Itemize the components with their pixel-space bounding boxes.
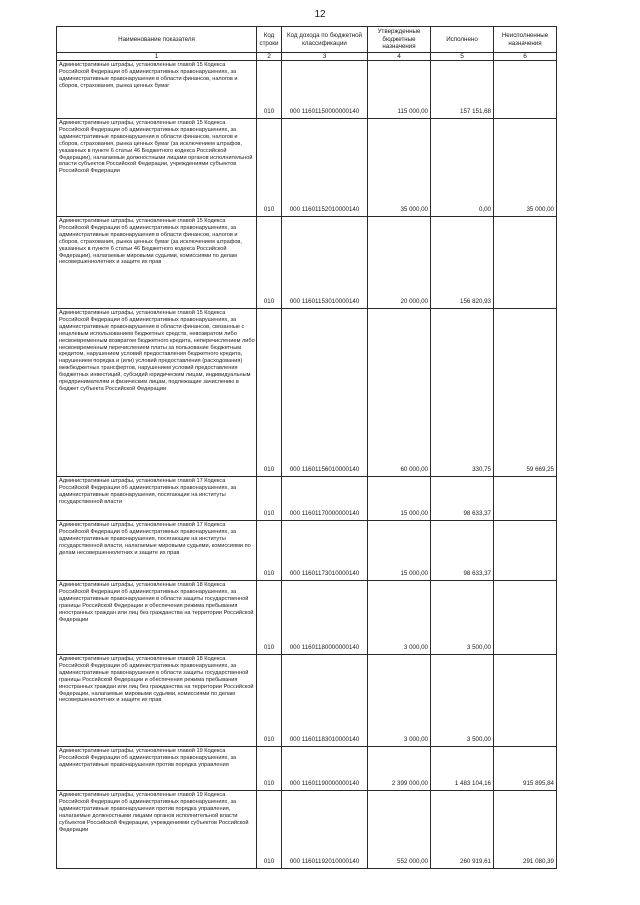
unexecuted-amount: 915 895,84 <box>494 747 557 791</box>
table-row <box>57 581 557 655</box>
executed-amount: 330,75 <box>431 309 494 477</box>
column-number: 3 <box>282 53 368 61</box>
table-row <box>57 309 557 477</box>
indicator-name: Административные штрафы, установленные главой 19 Кодекса Российской Федерации об административных правонарушениях, за административные правонарушения против порядка управления <box>57 747 257 791</box>
table-row <box>57 747 557 791</box>
indicator-name: Административные штрафы, установленные главой 18 Кодекса Российской Федерации об административных правонарушениях, за административные правонарушения в области защиты государственной границы Российской Федерации и обеспечения режима пребывания иностранных граждан или лиц без гражданства на территории Российской Федерации, налагаемые мировыми судьями, комиссиями по делам несовершеннолетних и защите их прав <box>57 655 257 747</box>
column-header-line-code: Код строки <box>257 27 282 53</box>
table-header-row <box>57 27 557 53</box>
approved-amount: 115 000,00 <box>368 61 431 119</box>
unexecuted-amount: 35 000,00 <box>494 119 557 217</box>
approved-amount: 3 000,00 <box>368 581 431 655</box>
line-code: 010 <box>257 119 282 217</box>
unexecuted-amount <box>494 581 557 655</box>
table-row <box>57 217 557 309</box>
unexecuted-amount <box>494 655 557 747</box>
indicator-name: Административные штрафы, установленные главой 17 Кодекса Российской Федерации об административных правонарушениях, за административные правонарушения, посягающие на институты государственной власти, налагаемые мировыми судьями, комиссиями по делам несовершеннолетних и защите их прав <box>57 521 257 581</box>
revenue-table <box>56 26 557 869</box>
approved-amount: 15 000,00 <box>368 477 431 521</box>
executed-amount: 260 919,61 <box>431 791 494 869</box>
table-row <box>57 655 557 747</box>
line-code: 010 <box>257 655 282 747</box>
executed-amount: 98 633,37 <box>431 521 494 581</box>
unexecuted-amount <box>494 521 557 581</box>
executed-amount: 98 633,37 <box>431 477 494 521</box>
column-number: 6 <box>494 53 557 61</box>
page-number: 12 <box>314 9 326 20</box>
column-number: 5 <box>431 53 494 61</box>
indicator-name: Административные штрафы, установленные главой 15 Кодекса Российской Федерации об административных правонарушениях, за административные правонарушения в области финансов, связанные с нецелевым использованием бюджетных средств, невозвратом либо несвоевременным возвратом бюджетного кредита, неперечислением либо несвоевременным перечислением платы за пользование бюджетным кредитом, нарушением условий предоставления бюджетного кредита, нарушением порядка и (или) условий предоставления (расходования) межбюджетных трансфертов, нарушением условий предоставления бюджетных инвестиций, субсидий юридическим лицам, индивидуальным предпринимателям и физическим лицам, подлежащие зачислению в бюджет субъекта Российской Федерации <box>57 309 257 477</box>
approved-amount: 35 000,00 <box>368 119 431 217</box>
line-code: 010 <box>257 477 282 521</box>
line-code: 010 <box>257 521 282 581</box>
executed-amount: 3 500,00 <box>431 581 494 655</box>
income-code: 000 11601192010000140 <box>282 791 368 869</box>
column-number-row <box>57 53 557 61</box>
unexecuted-amount: 59 669,25 <box>494 309 557 477</box>
income-code: 000 11601183010000140 <box>282 655 368 747</box>
executed-amount: 3 500,00 <box>431 655 494 747</box>
indicator-name: Административные штрафы, установленные главой 19 Кодекса Российской Федерации об административных правонарушениях, за административные правонарушения против порядка управления, налагаемые должностными лицами органов исполнительной власти субъектов Российской Федерации, учреждениями субъектов Российской Федерации <box>57 791 257 869</box>
executed-amount: 156 820,93 <box>431 217 494 309</box>
line-code: 010 <box>257 581 282 655</box>
line-code: 010 <box>257 61 282 119</box>
column-header-unexecuted: Неисполненные назначения <box>494 27 557 53</box>
indicator-name: Административные штрафы, установленные главой 18 Кодекса Российской Федерации об административных правонарушениях, за административные правонарушения в области защиты государственной границы Российской Федерации и обеспечения режима пребывания иностранных граждан или лиц без гражданства на территории Российской Федерации <box>57 581 257 655</box>
income-code: 000 11601156010000140 <box>282 309 368 477</box>
column-header-executed: Исполнено <box>431 27 494 53</box>
indicator-name: Административные штрафы, установленные главой 15 Кодекса Российской Федерации об административных правонарушениях, за административные правонарушения в области финансов, налогов и сборов, страхования, рынка ценных бумаг (за исключением штрафов, указанных в пункте 6 статьи 46 Бюджетного кодекса Российской Федерации), налагаемые мировыми судьями, комиссиями по делам несовершеннолетних и защите их прав <box>57 217 257 309</box>
table-row <box>57 477 557 521</box>
column-number: 4 <box>368 53 431 61</box>
approved-amount: 60 000,00 <box>368 309 431 477</box>
income-code: 000 11601190000000140 <box>282 747 368 791</box>
income-code: 000 11601173010000140 <box>282 521 368 581</box>
approved-amount: 15 000,00 <box>368 521 431 581</box>
column-number: 1 <box>57 53 257 61</box>
table-row <box>57 521 557 581</box>
approved-amount: 3 000,00 <box>368 655 431 747</box>
column-number: 2 <box>257 53 282 61</box>
table-row <box>57 791 557 869</box>
indicator-name: Административные штрафы, установленные главой 15 Кодекса Российской Федерации об административных правонарушениях, за административные правонарушения в области финансов, налогов и сборов, страхования, рынка ценных бумаг (за исключением штрафов, указанных в пункте 6 статьи 46 Бюджетного кодекса Российской Федерации), налагаемые должностными лицами органов исполнительной власти субъектов Российской Федерации, учреждениями субъектов Российской Федерации <box>57 119 257 217</box>
income-code: 000 11601170000000140 <box>282 477 368 521</box>
executed-amount: 157 151,68 <box>431 61 494 119</box>
column-header-name: Наименование показателя <box>57 27 257 53</box>
income-code: 000 11601180000000140 <box>282 581 368 655</box>
executed-amount: 0,00 <box>431 119 494 217</box>
line-code: 010 <box>257 309 282 477</box>
unexecuted-amount <box>494 477 557 521</box>
executed-amount: 1 483 104,16 <box>431 747 494 791</box>
unexecuted-amount <box>494 217 557 309</box>
indicator-name: Административные штрафы, установленные главой 15 Кодекса Российской Федерации об административных правонарушениях, за административные правонарушения в области финансов, налогов и сборов, страхования, рынка ценных бумаг <box>57 61 257 119</box>
indicator-name: Административные штрафы, установленные главой 17 Кодекса Российской Федерации об административных правонарушениях, за административные правонарушения, посягающие на институты государственной власти <box>57 477 257 521</box>
approved-amount: 552 000,00 <box>368 791 431 869</box>
unexecuted-amount: 291 080,39 <box>494 791 557 869</box>
table-row <box>57 61 557 119</box>
line-code: 010 <box>257 747 282 791</box>
column-header-income-code: Код дохода по бюджетной классификации <box>282 27 368 53</box>
unexecuted-amount <box>494 61 557 119</box>
column-header-approved: Утвержденные бюджетные назначения <box>368 27 431 53</box>
approved-amount: 20 000,00 <box>368 217 431 309</box>
income-code: 000 11601152010000140 <box>282 119 368 217</box>
line-code: 010 <box>257 791 282 869</box>
income-code: 000 11601150000000140 <box>282 61 368 119</box>
income-code: 000 11601153010000140 <box>282 217 368 309</box>
approved-amount: 2 399 000,00 <box>368 747 431 791</box>
table-row <box>57 119 557 217</box>
line-code: 010 <box>257 217 282 309</box>
